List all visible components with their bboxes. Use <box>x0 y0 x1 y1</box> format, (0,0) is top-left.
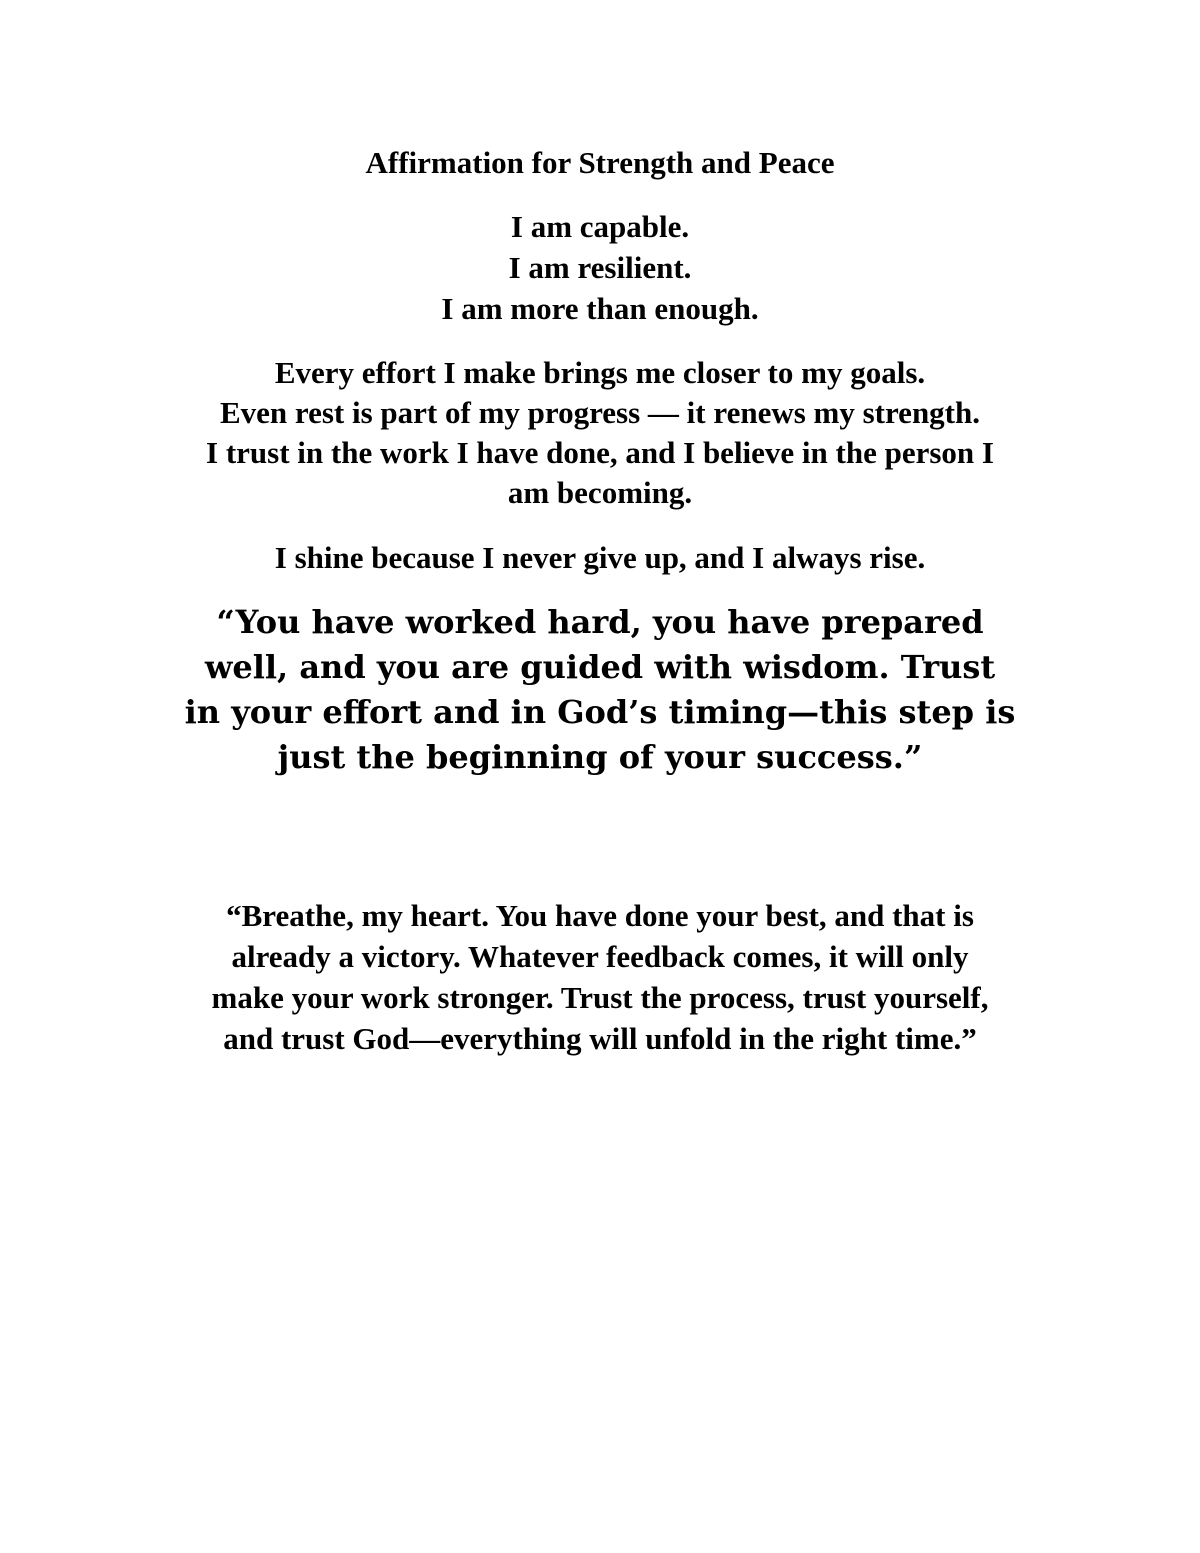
stanza-2-line-1: Every effort I make brings me closer to my goals. <box>274 355 926 390</box>
quote-2-line-4: and trust God—everything will unfold in the right time.” <box>223 1021 977 1056</box>
shine-line: I shine because I never give up, and I always rise. <box>274 540 926 575</box>
affirmation-stanza-2 <box>140 353 1060 513</box>
affirmation-stanza-1 <box>140 206 1060 329</box>
quote-1-line-1: “You have worked hard, you have prepared <box>216 603 984 641</box>
stanza-1-line-3: I am more than enough. <box>441 291 759 326</box>
stanza-2-line-2: Even rest is part of my progress — it renews my strength. <box>219 395 980 430</box>
stanza-2-line-3: I trust in the work I have done, and I believe in the person I <box>206 435 994 470</box>
quote-block-2 <box>140 895 1060 1059</box>
quote-1-line-2: well, and you are guided with wisdom. Trust <box>204 648 996 686</box>
quote-1-line-3: in your effort and in God’s timing—this step is <box>184 693 1016 731</box>
quote-2-line-2: already a victory. Whatever feedback comes, it will only <box>231 939 969 974</box>
page-title: Affirmation for Strength and Peace <box>365 145 835 180</box>
stanza-1-line-1: I am capable. <box>510 209 690 244</box>
document-body <box>140 144 1060 780</box>
quote-2-line-1: “Breathe, my heart. You have done your best, and that is <box>226 898 974 933</box>
quote-2-line-3: make your work stronger. Trust the process, trust yourself, <box>211 980 989 1015</box>
shine-affirmation <box>140 537 1060 578</box>
quote-1-line-4: just the beginning of your success.” <box>277 738 923 776</box>
stanza-2-line-4: am becoming. <box>507 475 693 510</box>
stanza-1-line-2: I am resilient. <box>508 250 692 285</box>
quote-block-1 <box>140 600 1060 780</box>
